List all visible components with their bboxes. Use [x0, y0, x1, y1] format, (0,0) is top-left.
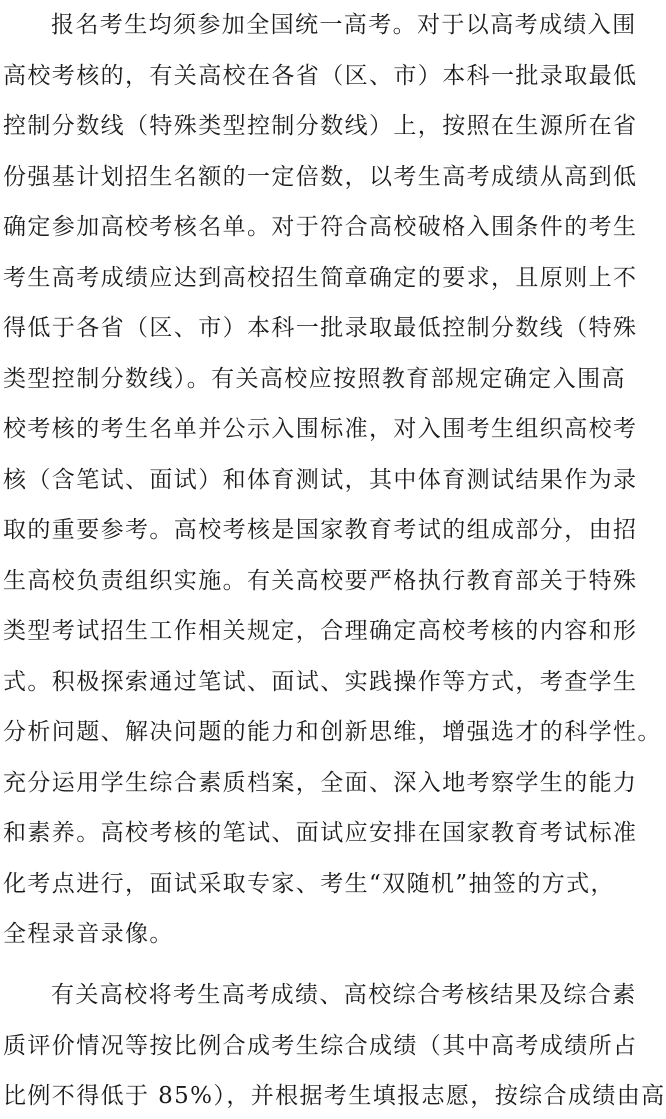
text-line: 取的重要参考。高校考核是国家教育考试的组成部分，由招 — [3, 517, 638, 543]
text-line: 报名考生均须参加全国统一高考。对于以高考成绩入围 — [51, 12, 637, 38]
paragraph-composite-score — [3, 970, 666, 1119]
text-line: 充分运用学生综合素质档案，全面、深入地考察学生的能力 — [3, 769, 638, 796]
text-line: 类型控制分数线）。有关高校应按照教育部规定确定入围高 — [3, 365, 626, 392]
text-line: 核（含笔试、面试）和体育测试，其中体育测试结果作为录 — [3, 466, 638, 493]
text-line: 全程录音录像。 — [3, 921, 174, 947]
text-line: 高校考核的，有关高校在各省（区、市）本科一批录取最低 — [3, 62, 638, 89]
text-line: 考生高考成绩应达到高校招生简章确定的要求，且原则上不 — [3, 264, 638, 291]
text-line: 份强基计划招生名额的一定倍数，以考生高考成绩从高到低 — [3, 163, 638, 190]
paragraph-admission-assessment — [3, 0, 666, 960]
text-line: 化考点进行，面试采取专家、考生“双随机”抽签的方式， — [3, 870, 615, 897]
text-line: 生高校负责组织实施。有关高校要严格执行教育部关于特殊 — [3, 567, 638, 594]
text-line: 和素养。高校考核的笔试、面试应安排在国家教育考试标准 — [3, 820, 638, 846]
text-line: 校考核的考生名单并公示入围标准，对入围考生组织高校考 — [3, 416, 638, 442]
text-line: 确定参加高校考核名单。对于符合高校破格入围条件的考生 — [3, 214, 638, 240]
text-line: 有关高校将考生高考成绩、高校综合考核结果及综合素 — [51, 982, 637, 1008]
text-line: 得低于各省（区、市）本科一批录取最低控制分数线（特殊 — [3, 315, 638, 341]
text-line: 比例不得低于 85%），并根据考生填报志愿，按综合成绩由高 — [3, 1083, 666, 1109]
text-line: 式。积极探索通过笔试、面试、实践操作等方式，考查学生 — [3, 668, 638, 695]
text-line: 质评价情况等按比例合成考生综合成绩（其中高考成绩所占 — [3, 1032, 638, 1059]
text-line: 控制分数线（特殊类型控制分数线）上，按照在生源所在省 — [3, 113, 638, 139]
text-line: 分析问题、解决问题的能力和创新思维，增强选才的科学性。 — [3, 719, 662, 745]
text-line: 类型考试招生工作相关规定，合理确定高校考核的内容和形 — [3, 618, 638, 644]
